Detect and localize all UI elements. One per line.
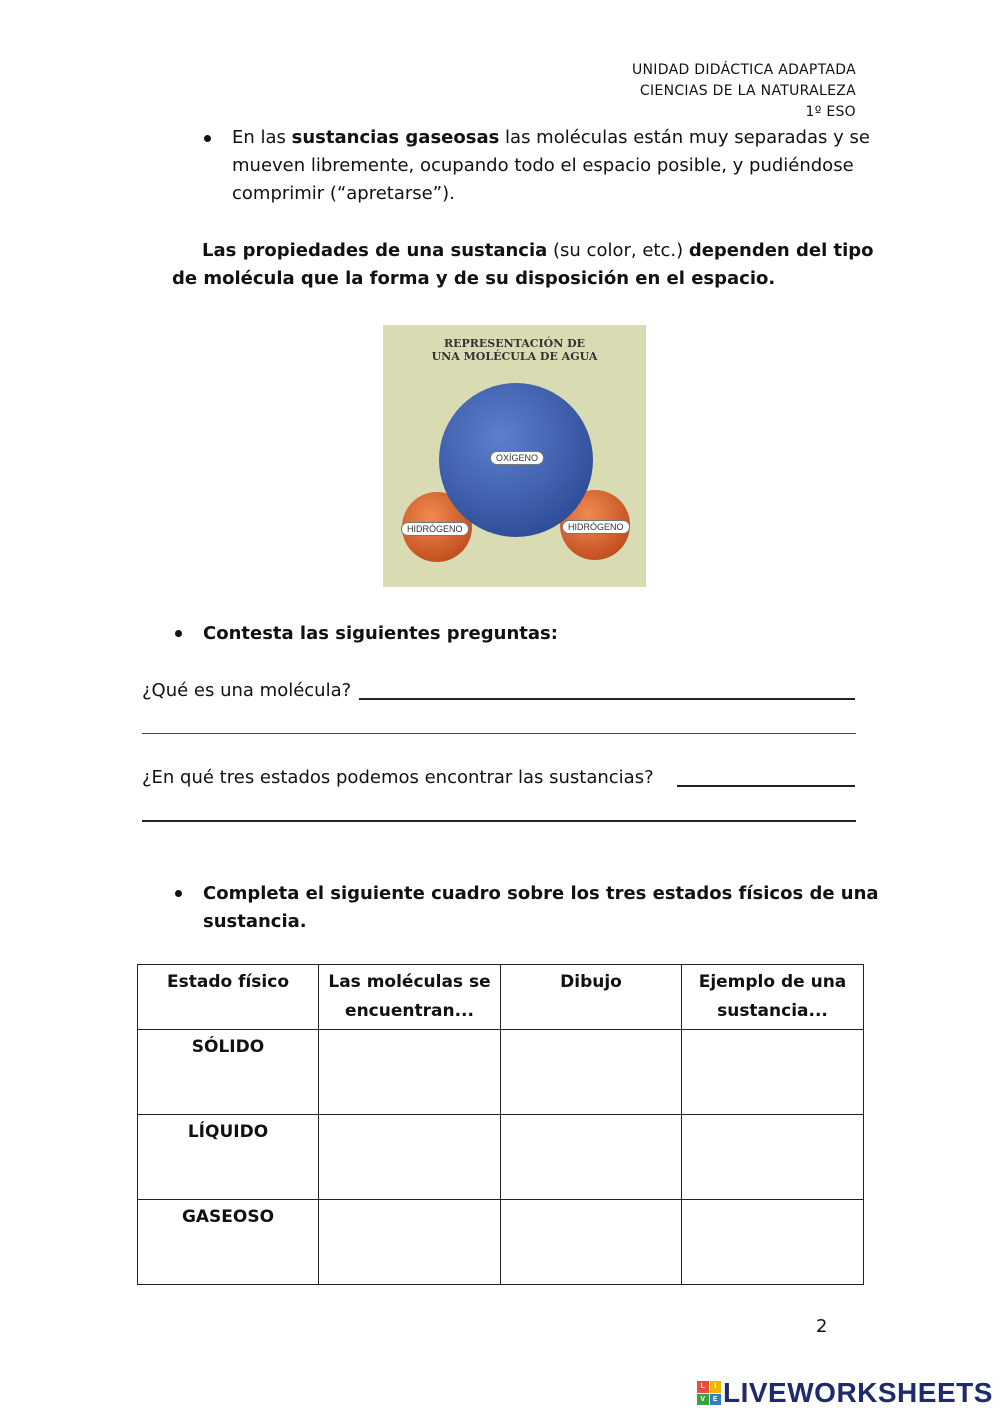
states-table [137,964,864,1285]
liveworksheets-logo [697,1376,993,1410]
questions-heading [203,620,558,648]
table-row [138,1200,864,1285]
oxygen-label: OXÍGENO [490,451,544,465]
answer-2-line-b[interactable] [142,820,856,822]
answer-cell[interactable] [319,1200,501,1285]
mark-letter: I [710,1381,722,1393]
row-label-gaseoso: GASEOSO [138,1200,319,1285]
answer-cell[interactable] [682,1030,864,1115]
gas-line-3: comprimir (“apretarse”). [232,183,455,204]
col-header-estado-line-1: Estado físico [166,972,290,992]
col-header-moleculas-line-2: encuentran... [345,1001,474,1021]
mark-letter: E [710,1394,722,1406]
gas-paragraph [232,124,870,208]
answer-cell[interactable] [501,1030,682,1115]
gas-bold: sustancias gaseosas [291,127,500,148]
col-header-ejemplo-line-2: sustancia... [717,1001,828,1021]
mark-letter: L [697,1381,709,1393]
liveworksheets-mark-icon [697,1381,721,1405]
page-number: 2 [816,1316,828,1337]
col-header-dibujo [501,965,682,1030]
header-subject: CIENCIAS DE LA NATURALEZA [639,83,856,99]
col-header-ejemplo-line-1: Ejemplo de una [698,972,847,992]
bullet-icon [175,630,182,637]
answer-2-line-a[interactable] [677,785,855,787]
header-unit: UNIDAD DIDÁCTICA ADAPTADA [631,62,856,78]
answer-cell[interactable] [501,1200,682,1285]
properties-normal: (su color, etc.) [547,240,689,261]
bullet-icon [175,890,182,897]
bullet-icon [204,135,211,142]
col-header-ejemplo [682,965,864,1030]
gas-prefix: En las [232,127,292,148]
answer-cell[interactable] [501,1115,682,1200]
table-header-row [138,965,864,1030]
answer-cell[interactable] [319,1115,501,1200]
water-molecule-figure [383,325,646,587]
properties-line-2: de molécula que la forma y de su disposición en el espacio. [172,268,776,289]
properties-line-1 [172,237,874,265]
answer-cell[interactable] [682,1200,864,1285]
table-heading-line-2: sustancia. [203,911,307,932]
hydrogen-left-label: HIDRÓGENO [401,522,469,536]
answer-1-line-a[interactable] [359,698,855,700]
col-header-moleculas-line-1: Las moléculas se [328,972,491,992]
hydrogen-right-label: HIDRÓGENO [562,520,630,534]
col-header-moleculas [319,965,501,1030]
table-row [138,1115,864,1200]
col-header-estado [138,965,319,1030]
table-heading-line-1: Completa el siguiente cuadro sobre los tres estados físicos de una [203,883,879,904]
mark-letter: V [697,1394,709,1406]
figure-title-line-1: REPRESENTACIÓN DE [443,337,586,350]
answer-1-line-b[interactable] [142,733,856,734]
properties-bold-2: dependen del tipo [688,240,874,261]
questions-heading-text: Contesta las siguientes preguntas: [203,623,558,644]
gas-line-1 [232,124,870,152]
question-1: ¿Qué es una molécula? [142,680,352,701]
properties-bold-1: Las propiedades de una sustancia [202,240,548,261]
header-course: 1º ESO [805,104,856,120]
properties-paragraph [172,237,874,293]
gas-line-2: mueven libremente, ocupando todo el espacio posible, y pudiéndose [232,155,854,176]
question-2: ¿En qué tres estados podemos encontrar las sustancias? [142,767,654,788]
figure-title-line-2: UNA MOLÉCULA DE AGUA [431,350,598,363]
table-heading [203,880,879,936]
table-row [138,1030,864,1115]
answer-cell[interactable] [319,1030,501,1115]
col-header-dibujo-line-1: Dibujo [560,972,622,992]
row-label-solido: SÓLIDO [138,1030,319,1115]
liveworksheets-text: LIVEWORKSHEETS [723,1377,993,1408]
row-label-liquido: LÍQUIDO [138,1115,319,1200]
answer-cell[interactable] [682,1115,864,1200]
gas-rest: las moléculas están muy separadas y se [499,127,870,148]
